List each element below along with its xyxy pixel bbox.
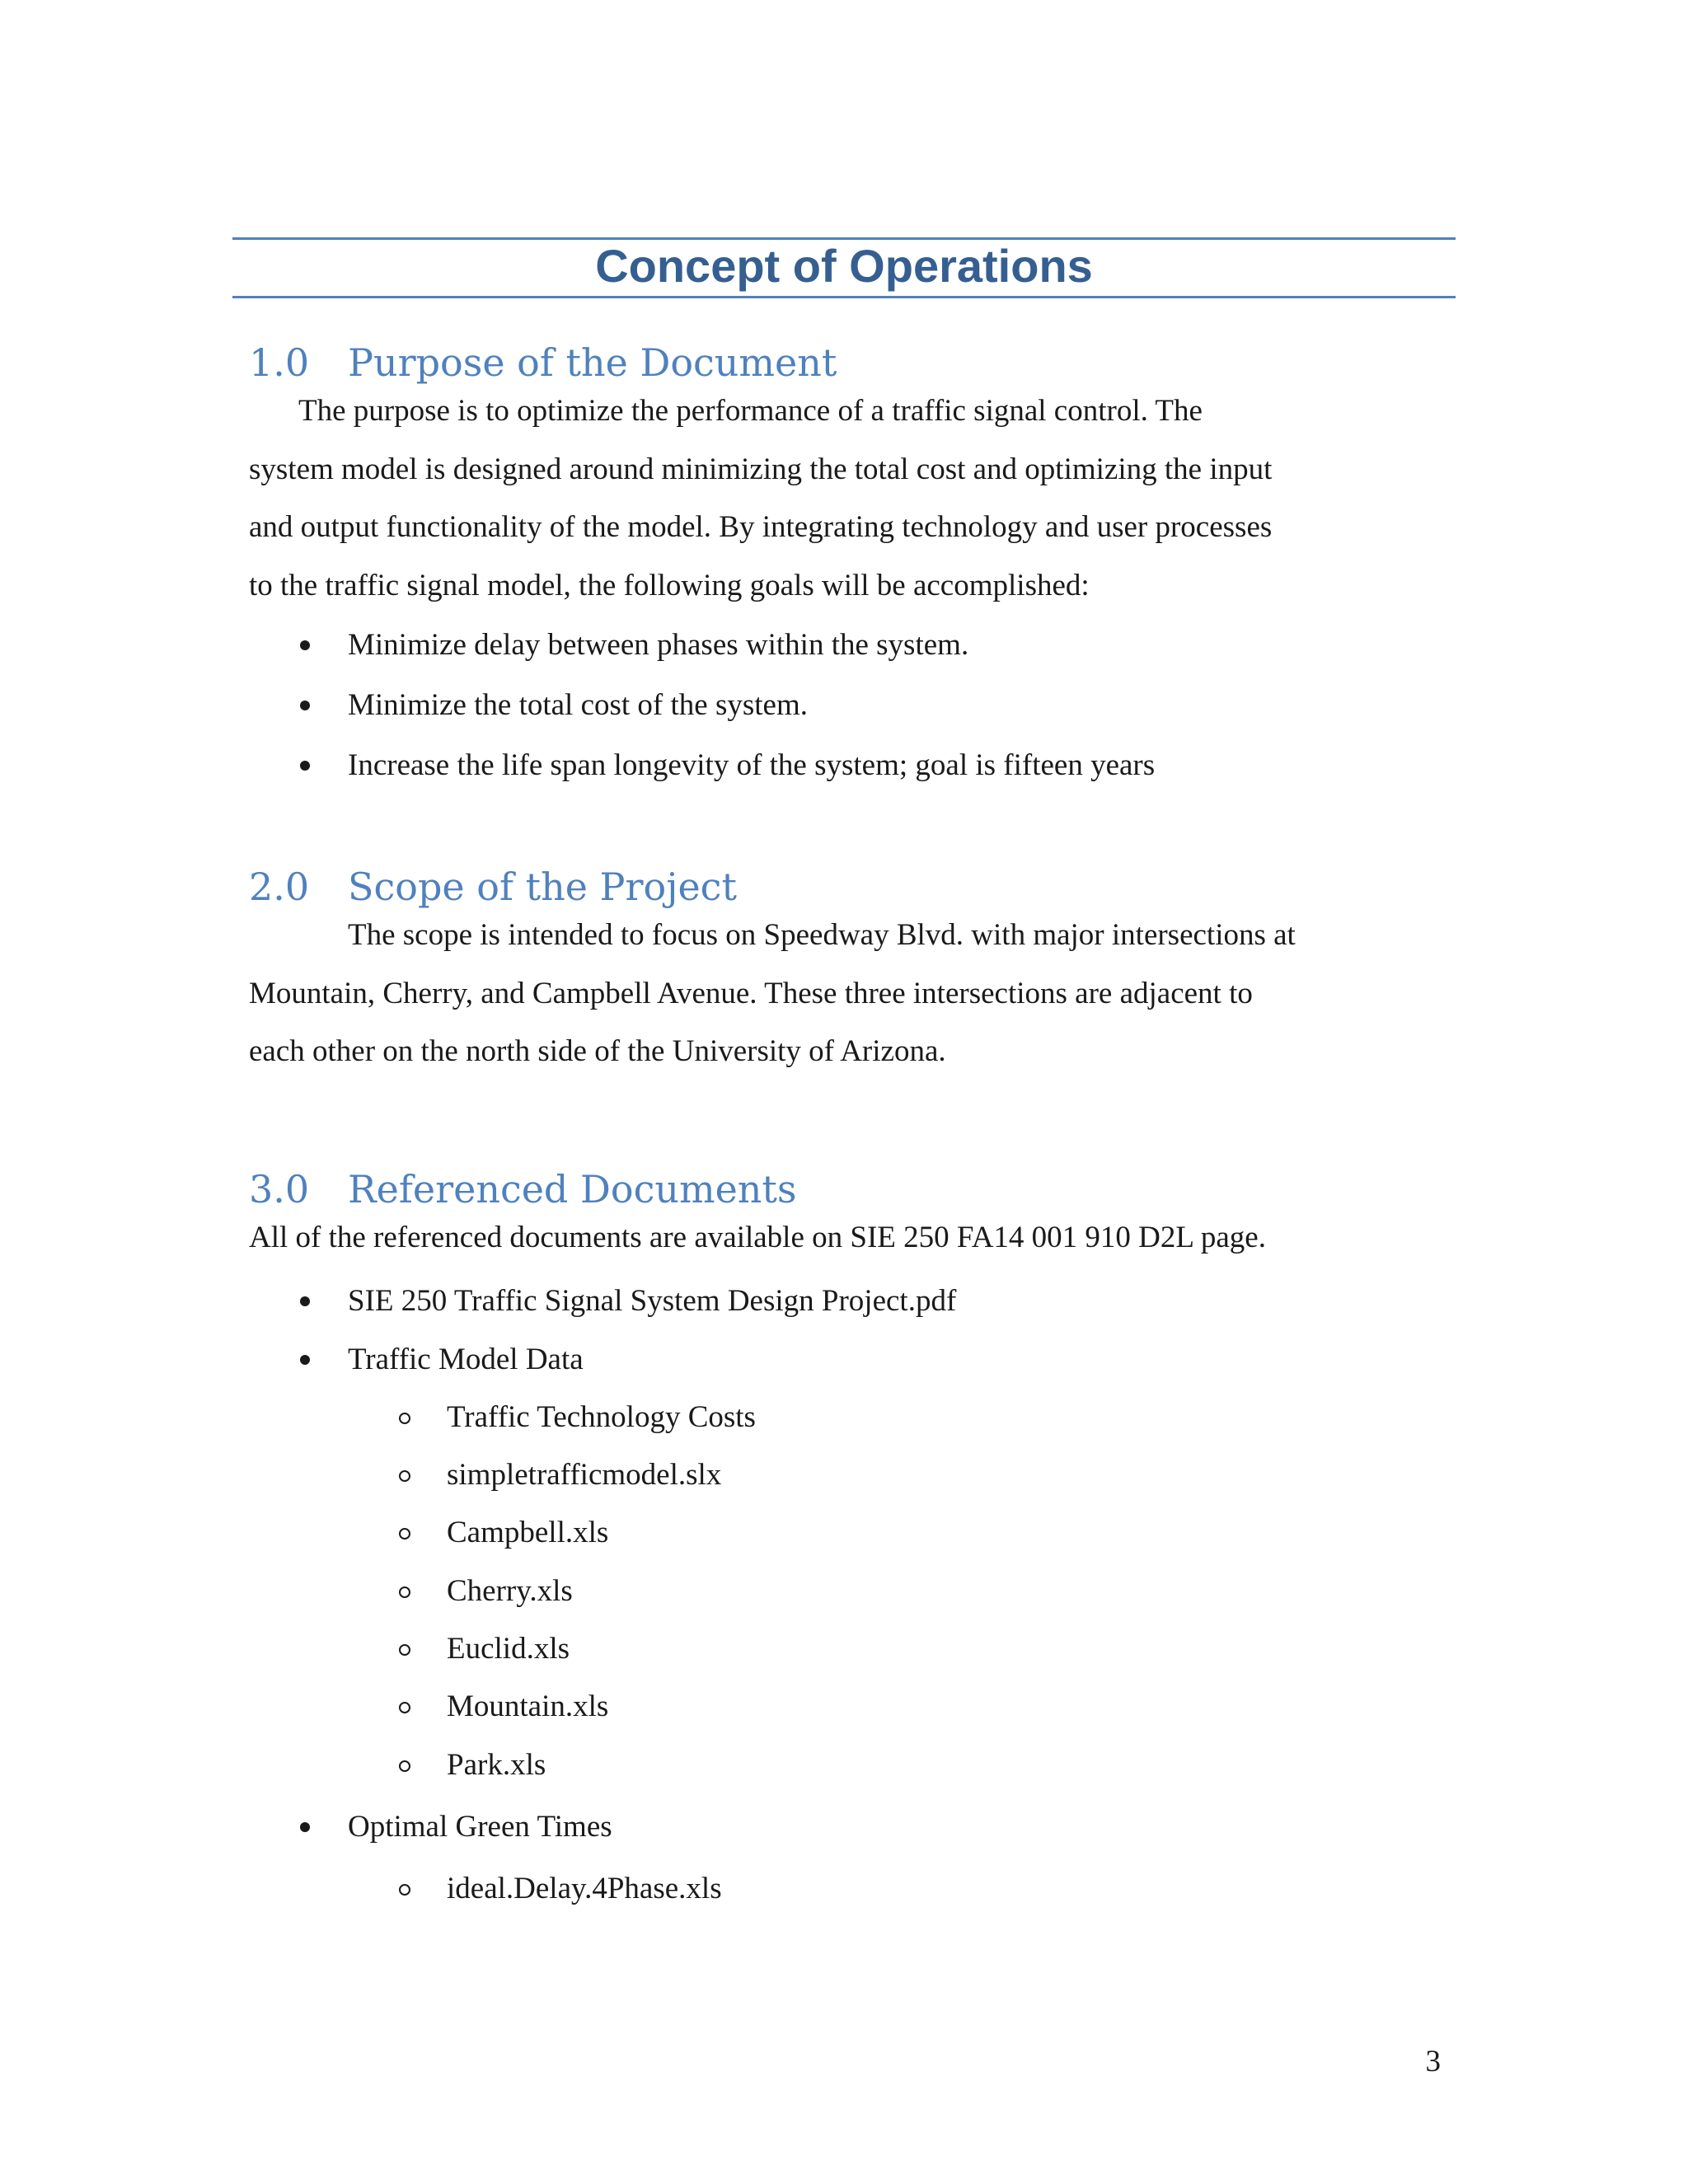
circle-bullet-icon [399, 1586, 410, 1598]
list-item-text: Increase the life span longevity of the system; goal is fifteen years [348, 748, 1156, 782]
list-item-text: Traffic Model Data [348, 1342, 584, 1376]
sub-list-item-text: Traffic Technology Costs [447, 1399, 756, 1434]
section-body [249, 382, 1452, 615]
paragraph-line: The purpose is to optimize the performance of a traffic signal control. The [298, 394, 1203, 428]
section-number: 3.0 [249, 1167, 310, 1212]
paragraph-line: each other on the north side of the University of Arizona. [249, 1034, 946, 1068]
bullet-icon [300, 701, 310, 710]
paragraph-line: to the traffic signal model, the following goals will be accomplished: [249, 568, 1090, 602]
section-intro: All of the referenced documents are available on SIE 250 FA14 001 910 D2L page. [249, 1221, 1266, 1254]
circle-bullet-icon [399, 1702, 410, 1713]
section-heading [249, 338, 1452, 387]
list-item-text: Minimize the total cost of the system. [348, 688, 808, 722]
sub-list-item-text: Park.xls [447, 1747, 546, 1782]
section-title: Scope of the Project [348, 865, 737, 909]
sub-list-item [249, 1446, 1452, 1504]
list-item [249, 1331, 1452, 1389]
list-item-text: Optimal Green Times [348, 1810, 612, 1844]
circle-bullet-icon [399, 1528, 410, 1540]
section-title: Referenced Documents [348, 1167, 797, 1212]
sub-list-item [249, 1678, 1452, 1736]
circle-bullet-icon [399, 1884, 410, 1896]
sub-list-item [249, 1563, 1452, 1620]
list-item [249, 615, 1452, 675]
section-heading [249, 862, 1452, 912]
list-item-text: Minimize delay between phases within the system. [348, 628, 969, 662]
list-item [249, 1271, 1452, 1331]
circle-bullet-icon [399, 1644, 410, 1656]
sub-list-item-text: simpletrafficmodel.slx [447, 1457, 722, 1492]
section-purpose [249, 338, 1452, 795]
sub-list-item [249, 1504, 1452, 1562]
title-block [232, 237, 1456, 298]
circle-bullet-icon [399, 1760, 410, 1772]
sub-list-item [249, 1860, 1452, 1918]
page-number: 3 [1425, 2045, 1441, 2079]
paragraph-line: and output functionality of the model. By integrating technology and user processes [249, 510, 1273, 544]
bullet-icon [300, 761, 310, 771]
section-referenced-documents [249, 1165, 1452, 1919]
section-heading [249, 1165, 1452, 1214]
section-number: 2.0 [249, 865, 310, 909]
paragraph-line: The scope is intended to focus on Speedway Blvd. with major intersections at [348, 918, 1296, 952]
bullet-icon [300, 1355, 310, 1365]
sub-list-item-text: Cherry.xls [447, 1573, 573, 1608]
sub-list-item [249, 1620, 1452, 1678]
list-item [249, 675, 1452, 735]
section-body [249, 907, 1452, 1081]
bullet-icon [300, 1296, 310, 1306]
sub-list-item-text: Campbell.xls [447, 1516, 609, 1550]
section-number: 1.0 [249, 340, 310, 385]
paragraph-line: Mountain, Cherry, and Campbell Avenue. These three intersections are adjacent to [249, 976, 1253, 1010]
section-title: Purpose of the Document [348, 340, 837, 385]
circle-bullet-icon [399, 1470, 410, 1482]
list-item-text: SIE 250 Traffic Signal System Design Project.pdf [348, 1283, 957, 1318]
list-item [249, 735, 1452, 795]
sub-list-item-text: Euclid.xls [447, 1632, 570, 1666]
paragraph-line: system model is designed around minimizing the total cost and optimizing the input [249, 452, 1273, 486]
sub-list-item [249, 1736, 1452, 1794]
section-scope [249, 862, 1452, 1081]
referenced-documents-list [249, 1271, 1452, 1919]
bullet-icon [300, 1822, 310, 1832]
sub-list-item [249, 1389, 1452, 1446]
sub-list-item-text: ideal.Delay.4Phase.xls [447, 1872, 722, 1906]
sub-list-item-text: Mountain.xls [447, 1690, 609, 1724]
list-item [249, 1794, 1452, 1860]
circle-bullet-icon [399, 1413, 410, 1424]
bullet-icon [300, 640, 310, 650]
goals-list [249, 615, 1452, 795]
page-title: Concept of Operations [595, 240, 1093, 292]
